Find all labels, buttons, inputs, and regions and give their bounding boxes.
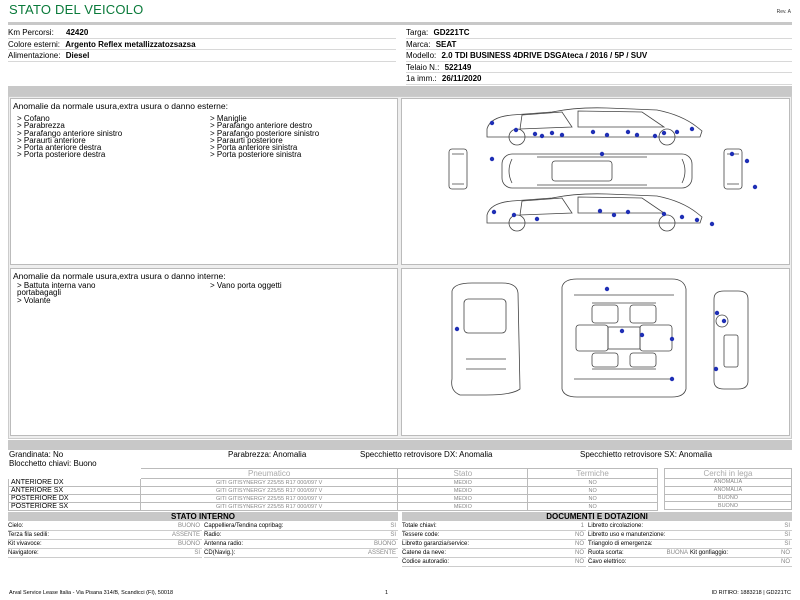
mirror-sx-status: Specchietto retrovisore SX: Anomalia (580, 450, 713, 459)
kv-value: NO (575, 532, 584, 538)
internal-title: Anomalie da normale usura,extra usura o danno interne: (13, 271, 226, 281)
kv-row (588, 558, 792, 567)
kv-row (204, 549, 398, 558)
kv-row (8, 531, 202, 540)
kv-value: SI (784, 523, 790, 529)
external-list-left (17, 115, 122, 159)
status-band (8, 440, 792, 450)
tire-winter: NO (528, 495, 658, 503)
list-item: > Parafango anteriore destro (210, 121, 313, 131)
list-item: > Parabrezza (17, 121, 65, 131)
footer-pickup-id: ID RITIRO: 1883218 | GD221TC (711, 590, 791, 596)
table-row (9, 503, 658, 511)
kv-value: NO (575, 541, 584, 547)
kv-row (204, 540, 398, 549)
kv-row (8, 540, 202, 549)
chassis-value: 522149 (444, 62, 472, 72)
kv-row (402, 531, 586, 540)
kv-row (8, 522, 202, 531)
plate-value: GD221TC (433, 28, 470, 37)
kv-label: Navigatore: (8, 550, 39, 556)
km-label: Km Percorsi: (8, 28, 54, 37)
list-item: > Paraurti anteriore (17, 135, 86, 145)
table-header-row (9, 469, 658, 479)
kv-label: Antenna radio: (204, 541, 244, 547)
list-item: > Parafango anteriore sinistro (17, 128, 123, 138)
kv-row (204, 522, 398, 531)
external-car-diagram (401, 98, 790, 265)
header-state: Stato (398, 469, 528, 479)
alloy-state: ANOMALIA (665, 479, 792, 487)
list-item: > Porta posteriore destra (17, 150, 106, 160)
header-alloy: Cerchi in lega (665, 469, 792, 479)
internal-list-right (210, 282, 282, 289)
internal-state-title: STATO INTERNO (8, 512, 398, 521)
car-exterior-drawing (402, 99, 791, 266)
table-row (9, 495, 658, 503)
model-row (406, 50, 792, 62)
kv-row (690, 549, 792, 558)
kv-value: ASSENTE (367, 550, 396, 556)
kv-label: Kit vivavoce: (8, 541, 42, 547)
brand-label: Marca: (406, 39, 431, 49)
windshield-status: Parabrezza: Anomalia (228, 450, 307, 459)
kv-value: NO (781, 550, 790, 556)
brand-value: SEAT (435, 39, 457, 49)
list-item: > Vano porta oggetti (210, 281, 282, 290)
kv-label: Terza fila sedili: (8, 532, 50, 538)
brand-row (406, 39, 792, 51)
kv-label: Libretto garanzia/service: (402, 541, 470, 547)
list-item: > Volante (17, 295, 51, 305)
list-item: > Parafango posteriore sinistro (210, 128, 320, 138)
kv-value: SI (784, 532, 790, 538)
kv-label: Libretto circolazione: (588, 523, 644, 529)
key-lock-status: Blocchetto chiavi: Buono (9, 459, 97, 468)
list-item: > Porta anteriore destra (17, 143, 102, 153)
external-title: Anomalie da normale usura,extra usura o danno esterne: (13, 101, 228, 111)
kv-value: BUONO (177, 541, 200, 547)
kv-row (402, 540, 586, 549)
kv-row (402, 522, 586, 531)
kv-label: Ruota scorta: (588, 550, 624, 556)
alloy-state: BUONO (665, 494, 792, 502)
alloy-wheels-table (664, 468, 792, 510)
tire-position: POSTERIORE DX (9, 495, 141, 503)
footer-company: Arval Service Lease Italia - Via Pisana 314/B, Scandicci (FI), 50018 (9, 590, 174, 596)
alloy-state: BUONO (665, 502, 792, 510)
kv-value: 1 (580, 523, 584, 529)
tire-winter: NO (528, 503, 658, 511)
model-label: Modello: (406, 51, 437, 60)
tire-state: MEDIO (398, 503, 528, 511)
tire-position: ANTERIORE SX (9, 487, 141, 495)
alloy-state: ANOMALIA (665, 486, 792, 494)
internal-damage-panel (10, 268, 398, 436)
fuel-row (8, 50, 396, 62)
plate-row (406, 27, 792, 39)
tire-model: GITI GITISYNERGY 225/55 R17 000/097 V (140, 503, 398, 511)
list-item: > Cofano (17, 114, 50, 123)
kv-value: NO (781, 559, 790, 565)
page-title: STATO DEL VEICOLO (9, 2, 144, 17)
kv-row (588, 540, 792, 549)
kv-value: BUONO (177, 523, 200, 529)
kv-row (402, 549, 586, 558)
header-tire: Pneumatico (140, 469, 398, 479)
chassis-row (406, 62, 792, 74)
kv-label: Cavo elettrico: (588, 559, 627, 565)
table-row (9, 487, 658, 495)
km-value: 42420 (66, 28, 89, 37)
car-interior-drawing (402, 269, 791, 437)
tires-table (8, 468, 658, 511)
list-item: > Battuta interna vano (17, 281, 96, 290)
color-value: Argento Reflex metallizzatozsazsa (65, 39, 196, 49)
registration-label: 1a imm.: (406, 74, 437, 83)
kv-label: Catene da neve: (402, 550, 447, 556)
tire-winter: NO (528, 479, 658, 487)
kv-label: Radio: (204, 532, 222, 538)
kv-value: SI (390, 532, 396, 538)
tire-state: MEDIO (398, 487, 528, 495)
kv-value: ASSENTE (171, 532, 200, 538)
internal-list-left (17, 282, 96, 304)
registration-row (406, 73, 792, 85)
list-item: portabagagli (17, 288, 62, 298)
list-item: > Maniglie (210, 114, 247, 123)
kv-value: BUONA (666, 550, 688, 556)
list-item: > Paraurti posteriore (210, 135, 283, 145)
tire-winter: NO (528, 487, 658, 495)
kv-label: CD(Navig.): (204, 550, 236, 556)
kv-row (402, 558, 586, 567)
color-row (8, 39, 396, 51)
kv-value: SI (194, 550, 200, 556)
kv-label: Triangolo di emergenza: (588, 541, 653, 547)
kv-row (588, 531, 792, 540)
kv-label: Codice autoradio: (402, 559, 450, 565)
kv-value: SI (784, 541, 790, 547)
model-value: 2.0 TDI BUSINESS 4DRIVE DSGAteca / 2016 / 5P / SUV (441, 51, 648, 60)
plate-label: Targa: (406, 28, 429, 37)
kv-label: Cappelliera/Tendina copribag: (204, 523, 284, 529)
kv-label: Totale chiavi: (402, 523, 437, 529)
external-damage-panel (10, 98, 398, 265)
documents-title: DOCUMENTI E DOTAZIONI (402, 512, 792, 521)
revision-label: Rev. A (776, 9, 791, 15)
kv-value: NO (575, 550, 584, 556)
footer-page-number: 1 (385, 590, 389, 596)
kv-value: BUONO (373, 541, 396, 547)
interior-damage-markers (455, 287, 726, 381)
registration-value: 26/11/2020 (441, 74, 482, 83)
kv-row (8, 549, 202, 558)
kv-label: Kit gonfiaggio: (690, 550, 729, 556)
kv-value: SI (390, 523, 396, 529)
list-item: > Porta anteriore sinistra (210, 143, 298, 153)
chassis-label: Telaio N.: (406, 62, 440, 72)
km-row (8, 27, 396, 39)
tire-model: GITI GITISYNERGY 225/55 R17 000/097 V (140, 479, 398, 487)
hail-status: Grandinata: No (9, 450, 64, 459)
tire-state: MEDIO (398, 495, 528, 503)
kv-label: Tessere code: (402, 532, 440, 538)
tire-model: GITI GITISYNERGY 225/55 R17 000/097 V (140, 495, 398, 503)
internal-car-diagram (401, 268, 790, 436)
tire-position: POSTERIORE SX (9, 503, 141, 511)
list-item: > Porta posteriore sinistra (210, 150, 302, 160)
kv-value: NO (575, 559, 584, 565)
external-list-right (210, 115, 319, 159)
tire-state: MEDIO (398, 479, 528, 487)
section-band (8, 86, 792, 96)
kv-row (588, 549, 690, 558)
table-row (9, 479, 658, 487)
tire-model: GITI GITISYNERGY 225/55 R17 000/097 V (140, 487, 398, 495)
mirror-dx-status: Specchietto retrovisore DX: Anomalia (360, 450, 493, 459)
fuel-value: Diesel (65, 51, 90, 60)
header-winter: Termiche (528, 469, 658, 479)
kv-label: Libretto uso e manutenzione: (588, 532, 666, 538)
header-divider (8, 22, 792, 25)
kv-row (588, 522, 792, 531)
kv-row (204, 531, 398, 540)
kv-label: Cielo: (8, 523, 24, 529)
color-label: Colore esterni: (8, 39, 61, 49)
fuel-label: Alimentazione: (8, 51, 61, 60)
tire-position: ANTERIORE DX (9, 479, 141, 487)
